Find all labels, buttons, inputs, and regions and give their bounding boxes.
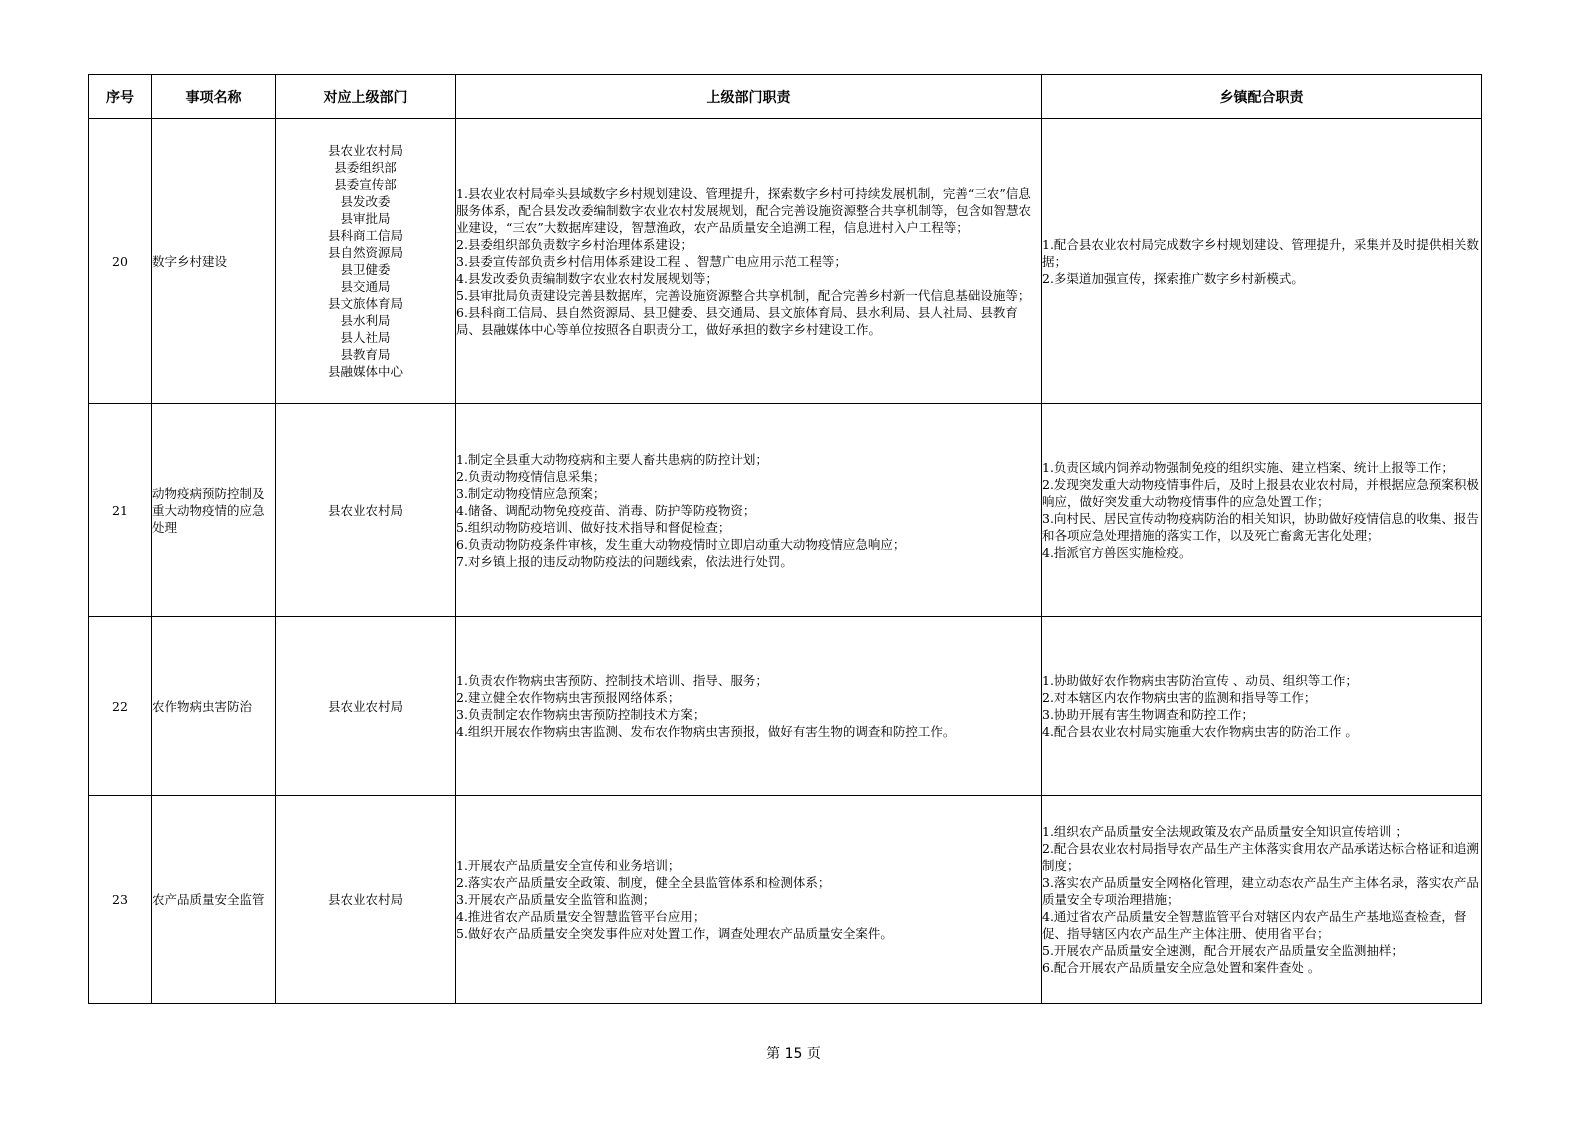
duty-item: 1.县农业农村局牵头县域数字乡村规划建设、管理提升，探索数字乡村可持续发展机制，完善“三农”信息服务体系，配合县发改委编制数字农业农村发展规划，配合完善设施资源整合共享机制等，包含如智慧农业建设，“三农”大数据库建设，智慧渔政，农产品质量安全追溯工程，信息进村入户工程等； xyxy=(456,185,1032,235)
duty-item: 7.对乡镇上报的违反动物防疫法的问题线索，依法进行处罚。 xyxy=(456,553,793,569)
row-upper-duty xyxy=(456,617,1042,796)
row-depts xyxy=(276,404,456,617)
duty-item: 3.县委宣传部负责乡村信用体系建设工程 、智慧广电应用示范工程等； xyxy=(456,253,847,269)
header-upper-duty: 上级部门职责 xyxy=(456,75,1042,119)
duty-item: 3.落实农产品质量安全网格化管理，建立动态农产品生产主体名录，落实农产品质量安全专项治理措施； xyxy=(1042,875,1479,907)
duty-item: 3.制定动物疫情应急预案； xyxy=(456,485,606,501)
row-upper-duty xyxy=(456,404,1042,617)
duty-item: 2.配合县农业农村局指导农产品生产主体落实食用农产品承诺达标合格证和追溯制度； xyxy=(1042,841,1479,873)
duty-item: 2.建立健全农作物病虫害预报网络体系； xyxy=(456,690,681,705)
header-town-duty: 乡镇配合职责 xyxy=(1042,75,1482,119)
dept-item: 县融媒体中心 xyxy=(327,364,403,379)
duty-item: 1.制定全县重大动物疫病和主要人畜共患病的防控计划； xyxy=(456,451,768,467)
table-row xyxy=(89,404,1482,617)
row-depts xyxy=(276,617,456,796)
duty-item: 2.发现突发重大动物疫情事件后，及时上报县农业农村局，并根据应急预案积极响应，做好突发重大动物疫情事件的应急处置工作； xyxy=(1042,477,1479,509)
duty-item: 5.县审批局负责建设完善县数据库，完善设施资源整合共享机制，配合完善乡村新一代信息基础设施等； xyxy=(456,287,1031,303)
duty-item: 6.负责动物防疫条件审核，发生重大动物疫情时立即启动重大动物疫情应急响应； xyxy=(456,536,906,552)
duty-item: 4.通过省农产品质量安全智慧监管平台对辖区内农产品生产基地巡查检查，督促、指导辖区内农产品生产主体注册、使用省平台； xyxy=(1042,909,1467,941)
row-no: 21 xyxy=(89,404,152,617)
duty-item: 4.县发改委负责编制数字农业农村发展规划等； xyxy=(456,270,718,286)
duty-item: 5.开展农产品质量安全速测，配合开展农产品质量安全监测抽样； xyxy=(1042,943,1404,958)
table-row xyxy=(89,119,1482,404)
row-upper-duty xyxy=(456,796,1042,1004)
duty-item: 5.组织动物防疫培训、做好技术指导和督促检查； xyxy=(456,519,731,535)
duty-item: 5.做好农产品质量安全突发事件应对处置工作，调查处理农产品质量安全案件。 xyxy=(456,926,893,941)
dept-item: 县农业农村局 xyxy=(327,892,403,907)
row-name: 数字乡村建设 xyxy=(152,119,276,404)
duty-item: 1.负责农作物病虫害预防、控制技术培训、指导、服务； xyxy=(456,673,768,688)
page-number: 第 15 页 xyxy=(766,1046,821,1062)
row-town-duty xyxy=(1042,617,1482,796)
dept-item: 县人社局 xyxy=(340,330,391,345)
duty-item: 2.多渠道加强宣传，探索推广数字乡村新模式。 xyxy=(1042,270,1304,286)
duty-item: 1.负责区域内饲养动物强制免疫的组织实施、建立档案、统计上报等工作； xyxy=(1042,460,1454,475)
header-name: 事项名称 xyxy=(152,75,276,119)
dept-item: 县委宣传部 xyxy=(334,177,397,192)
dept-item: 县委组织部 xyxy=(334,160,397,175)
dept-item: 县科商工信局 xyxy=(327,228,403,243)
row-upper-duty xyxy=(456,119,1042,404)
duty-item: 3.向村民、居民宣传动物疫病防治的相关知识，协助做好疫情信息的收集、报告和各项应急处理措施的落实工作，以及死亡畜禽无害化处理； xyxy=(1042,511,1479,543)
dept-item: 县水利局 xyxy=(340,313,391,328)
row-depts xyxy=(276,119,456,404)
duty-item: 4.储备、调配动物免疫疫苗、消毒、防护等防疫物资； xyxy=(456,502,756,518)
dept-item: 县农业农村局 xyxy=(327,143,403,158)
duty-item: 3.负责制定农作物病虫害预防控制技术方案； xyxy=(456,707,706,722)
dept-item: 县农业农村局 xyxy=(327,502,403,518)
duty-item: 2.县委组织部负责数字乡村治理体系建设； xyxy=(456,236,693,252)
row-no: 20 xyxy=(89,119,152,404)
row-name: 农作物病虫害防治 xyxy=(152,617,276,796)
header-no: 序号 xyxy=(89,75,152,119)
duty-item: 1.组织农产品质量安全法规政策及农产品质量安全知识宣传培训 ； xyxy=(1042,824,1408,839)
dept-item: 县审批局 xyxy=(340,211,391,226)
row-town-duty xyxy=(1042,796,1482,1004)
responsibility-table xyxy=(88,74,1482,1004)
duty-item: 3.协助开展有害生物调查和防控工作； xyxy=(1042,707,1254,722)
duty-item: 1.协助做好农作物病虫害防治宣传 、动员、组织等工作； xyxy=(1042,673,1358,688)
table-header-row xyxy=(89,75,1482,119)
duty-item: 1.开展农产品质量安全宣传和业务培训； xyxy=(456,858,681,873)
duty-item: 6.配合开展农产品质量安全应急处置和案件查处 。 xyxy=(1042,960,1321,975)
table-row xyxy=(89,617,1482,796)
duty-item: 2.对本辖区内农作物病虫害的监测和指导等工作； xyxy=(1042,690,1317,705)
row-town-duty xyxy=(1042,404,1482,617)
duty-item: 1.配合县农业农村局完成数字乡村规划建设、管理提升，采集并及时提供相关数据； xyxy=(1042,236,1479,269)
dept-item: 县教育局 xyxy=(340,347,391,362)
duty-item: 4.配合县农业农村局实施重大农作物病虫害的防治工作 。 xyxy=(1042,724,1358,739)
row-no: 22 xyxy=(89,617,152,796)
row-depts xyxy=(276,796,456,1004)
dept-item: 县发改委 xyxy=(340,194,391,209)
row-name: 农产品质量安全监管 xyxy=(152,796,276,1004)
row-town-duty xyxy=(1042,119,1482,404)
duty-item: 3.开展农产品质量安全监管和监测； xyxy=(456,892,656,907)
duty-item: 4.推进省农产品质量安全智慧监管平台应用； xyxy=(456,909,706,924)
dept-item: 县农业农村局 xyxy=(327,698,403,714)
dept-item: 县交通局 xyxy=(340,279,391,294)
row-no: 23 xyxy=(89,796,152,1004)
duty-item: 4.指派官方兽医实施检疫。 xyxy=(1042,545,1192,560)
row-name: 动物疫病预防控制及重大动物疫情的应急处理 xyxy=(152,404,276,617)
duty-item: 2.落实农产品质量安全政策、制度，健全全县监管体系和检测体系； xyxy=(456,875,831,890)
dept-item: 县卫健委 xyxy=(340,262,391,277)
table-row xyxy=(89,796,1482,1004)
duty-item: 6.县科商工信局、县自然资源局、县卫健委、县交通局、县文旅体育局、县水利局、县人社局、县教育局、县融媒体中心等单位按照各自职责分工，做好承担的数字乡村建设工作。 xyxy=(456,304,1018,337)
header-dept: 对应上级部门 xyxy=(276,75,456,119)
duty-item: 2.负责动物疫情信息采集； xyxy=(456,468,606,484)
dept-item: 县自然资源局 xyxy=(327,245,403,260)
duty-item: 4.组织开展农作物病虫害监测、发布农作物病虫害预报，做好有害生物的调查和防控工作。 xyxy=(456,724,956,739)
dept-item: 县文旅体育局 xyxy=(327,296,403,311)
